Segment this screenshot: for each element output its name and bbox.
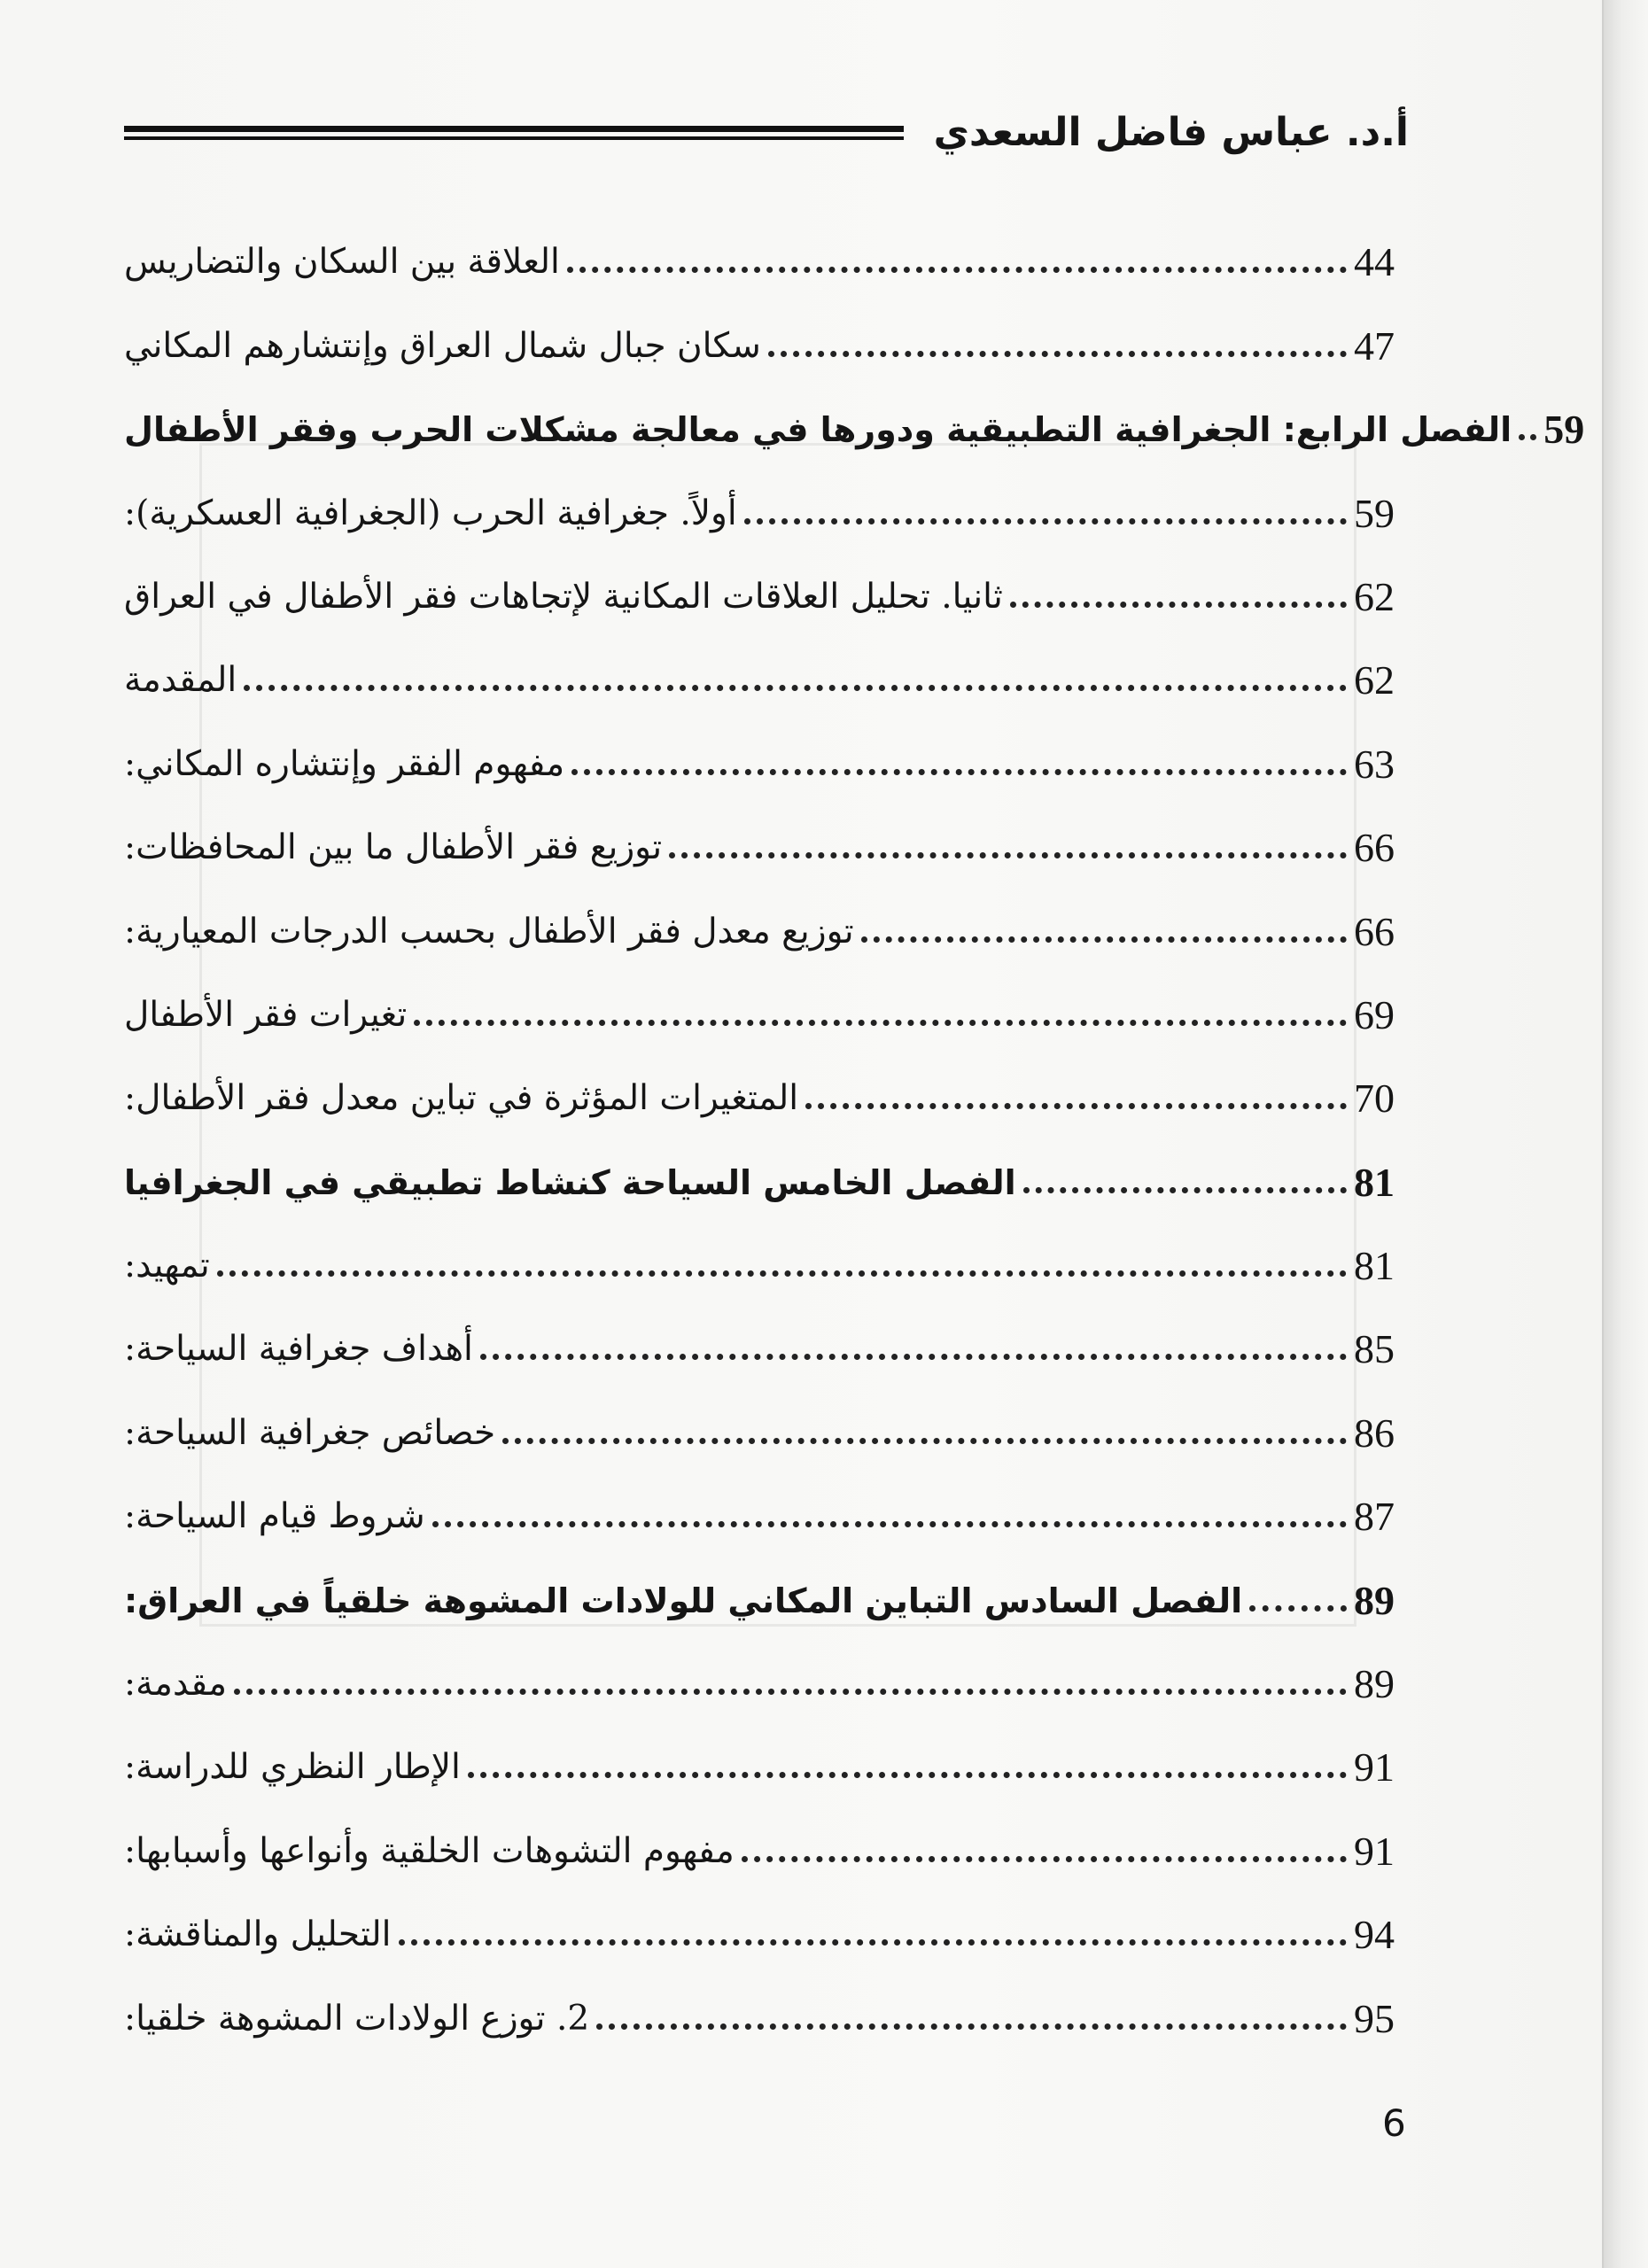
toc-row [124,1887,1409,1970]
toc-dot-leader [432,1521,1347,1527]
toc-entry-title: توزيع معدل فقر الأطفال بحسب الدرجات المعيارية: [124,911,854,951]
header-double-rule [124,126,904,142]
toc-row [124,465,1409,548]
toc-row [124,1301,1409,1385]
toc-page-number: 89 [1354,1577,1395,1623]
toc-chapter-row [124,1552,1409,1635]
toc-dot-leader [669,852,1347,858]
running-header [124,106,1409,159]
toc-page-number: 89 [1354,1661,1395,1707]
toc-entry-title: التحليل والمناقشة: [124,1915,392,1955]
toc-entry-title: أولاً. جغرافية الحرب (الجغرافية العسكرية): [124,493,737,533]
toc-row [124,1385,1409,1468]
toc-entry-title: تغيرات فقر الأطفال [124,994,408,1035]
toc-row [124,1218,1409,1301]
toc-page-number: 95 [1354,1995,1395,2041]
toc-dot-leader [567,267,1347,273]
header-rule-thick [124,126,904,132]
header-rule-thin [124,136,904,140]
toc-page-number: 62 [1354,573,1395,619]
toc-row [124,1970,1409,2054]
toc-dot-leader [596,2023,1347,2030]
toc-entry-title: المتغيرات المؤثرة في تباين معدل فقر الأطفال: [124,1078,799,1119]
toc-row [124,633,1409,716]
page-number: 6 [1382,2101,1406,2145]
toc-entry-title: مفهوم التشوهات الخلقية وأنواعها وأسبابها: [124,1830,735,1871]
toc-entry-title: مفهوم الفقر وإنتشاره المكاني: [124,743,565,784]
toc-dot-leader [861,936,1347,943]
toc-entry-title: سكان جبال شمال العراق وإنتشارهم المكاني [124,325,761,366]
toc-row [124,214,1409,298]
page-edge [1602,0,1648,2268]
toc-dot-leader [768,351,1347,357]
toc-page-number: 91 [1354,1744,1395,1790]
toc-dot-leader [502,1438,1347,1444]
toc-page-number: 85 [1354,1326,1395,1372]
toc-row [124,883,1409,967]
toc-page-number: 59 [1543,407,1585,453]
toc-page-number: 62 [1354,657,1395,703]
toc-dot-leader [468,1772,1347,1778]
toc-dot-leader [244,685,1347,691]
toc-page-number: 69 [1354,991,1395,1037]
toc-entry-title: ثانيا. تحليل العلاقات المكانية لإتجاهات فقر الأطفال في العراق [124,576,1003,617]
toc-entry-title: أهداف جغرافية السياحة: [124,1329,473,1370]
toc-row [124,1051,1409,1134]
toc-dot-leader [234,1689,1347,1695]
toc-row [124,1469,1409,1552]
toc-row [124,967,1409,1051]
toc-page-number: 94 [1354,1912,1395,1958]
toc-entry-title: توزيع فقر الأطفال ما بين المحافظات: [124,827,663,868]
toc-dot-leader [742,1856,1347,1862]
toc-entry-title: شروط قيام السياحة: [124,1496,425,1537]
toc-dot-leader [480,1354,1347,1360]
toc-dot-leader [1023,1187,1347,1193]
toc-dot-leader [744,518,1347,524]
toc-entry-title: المقدمة [124,660,237,701]
toc-page-number: 81 [1354,1243,1395,1289]
toc-entry-title: 2. توزع الولادات المشوهة خلقيا: [124,1998,590,2039]
toc-row [124,549,1409,633]
author-name: أ.د. عباس فاضل السعدي [933,110,1409,155]
toc-entry-title: خصائص جغرافية السياحة: [124,1412,496,1453]
toc-entry-title: الإطار النظري للدراسة: [124,1747,461,1788]
table-of-contents [124,214,1585,2054]
toc-page-number: 70 [1354,1076,1395,1122]
toc-row [124,1720,1409,1803]
toc-dot-leader [1519,434,1536,440]
toc-entry-title: تمهيد: [124,1246,210,1286]
toc-chapter-title: الفصل الرابع: الجغرافية التطبيقية ودورها في معالجة مشكلات الحرب وفقر الأطفال [124,410,1512,450]
toc-page-number: 63 [1354,741,1395,787]
toc-page-number: 86 [1354,1410,1395,1456]
toc-row [124,298,1409,381]
toc-row [124,1636,1409,1720]
toc-page-number: 47 [1354,322,1395,369]
toc-chapter-title: الفصل السادس التباين المكاني للولادات المشوهة خلقياً في العراق: [124,1581,1243,1620]
toc-chapter-title: الفصل الخامس السياحة كنشاط تطبيقي في الجغرافيا [124,1162,1016,1202]
toc-row [124,800,1409,883]
toc-row [124,1803,1409,1886]
toc-dot-leader [571,769,1347,775]
toc-page-number: 87 [1354,1494,1395,1540]
toc-dot-leader [805,1103,1347,1109]
toc-dot-leader [1249,1605,1347,1612]
toc-page-number: 66 [1354,908,1395,954]
toc-page-number: 66 [1354,825,1395,871]
toc-entry-title: العلاقة بين السكان والتضاريس [124,242,560,283]
toc-dot-leader [1010,602,1347,608]
toc-page-number: 81 [1354,1159,1395,1205]
toc-dot-leader [399,1939,1347,1946]
toc-page-number: 91 [1354,1828,1395,1874]
toc-row [124,716,1409,799]
toc-dot-leader [414,1020,1347,1026]
toc-page-number: 44 [1354,239,1395,285]
toc-page-number: 59 [1354,490,1395,536]
toc-chapter-row [124,382,1585,465]
toc-entry-title: مقدمة: [124,1664,228,1705]
toc-chapter-row [124,1134,1409,1217]
toc-dot-leader [217,1270,1347,1277]
